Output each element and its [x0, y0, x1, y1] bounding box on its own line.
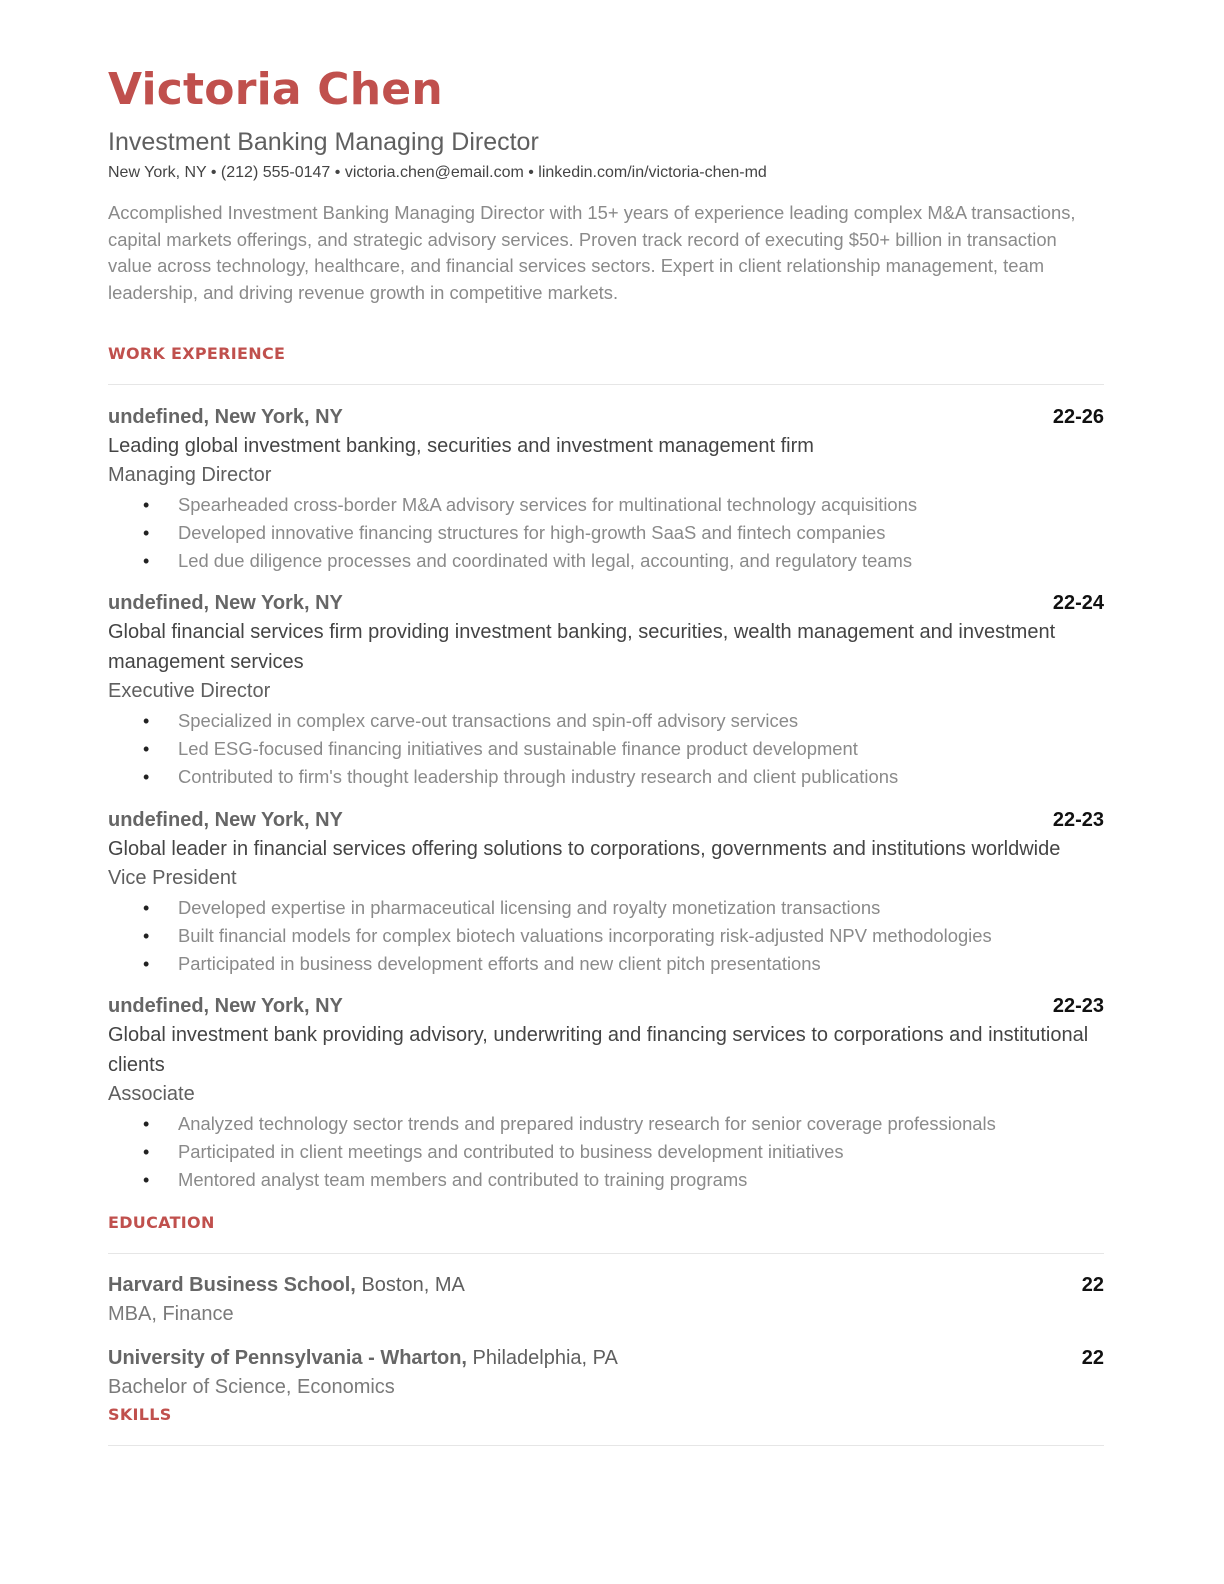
job-description: Global financial services firm providing investment banking, securities, wealth management and investment management services [108, 621, 1056, 673]
job-bullet: • Built financial models for complex biotech valuations incorporating risk-adjusted NPV methodologies [178, 922, 1104, 950]
contact-line: New York, NY • (212) 555-0147 • victoria.chen@email.com • linkedin.com/in/victoria-chen-md [108, 164, 767, 181]
job-bullet: • Developed innovative financing structures for high-growth SaaS and fintech companies [178, 519, 1104, 547]
job-company: undefined, New York, NY [108, 995, 343, 1018]
job-role: Managing Director [108, 464, 272, 487]
job-bullet: • Participated in client meetings and contributed to business development initiatives [178, 1138, 1104, 1166]
job-dates: 22-24 [1052, 592, 1104, 615]
education-degree: MBA, Finance [108, 1303, 234, 1326]
job-bullet: • Led due diligence processes and coordinated with legal, accounting, and regulatory teams [178, 547, 1104, 575]
job-role: Vice President [108, 867, 237, 890]
education-header [108, 1343, 1104, 1373]
job-description: Global leader in financial services offering solutions to corporations, governments and institutions worldwide [108, 837, 1061, 860]
job-bullets [108, 707, 1104, 792]
candidate-title: Investment Banking Managing Director [108, 128, 539, 156]
education-heading: EDUCATION [108, 1213, 215, 1233]
education-header [108, 1270, 1104, 1300]
job-entry [108, 588, 1104, 791]
resume-page [108, 62, 1104, 1446]
job-entry [108, 805, 1104, 979]
section-divider [108, 384, 1104, 385]
job-bullet: • Spearheaded cross-border M&A advisory services for multinational technology acquisitions [178, 491, 1104, 519]
education-entry [108, 1270, 1104, 1330]
job-bullet: • Contributed to firm's thought leadership through industry research and client publications [178, 763, 1104, 791]
education-degree: Bachelor of Science, Economics [108, 1375, 395, 1398]
job-header [108, 402, 1104, 432]
job-company: undefined, New York, NY [108, 592, 343, 615]
job-bullet: • Analyzed technology sector trends and prepared industry research for senior coverage professionals [178, 1110, 1104, 1138]
job-bullets [108, 1110, 1104, 1195]
work-experience-heading: WORK EXPERIENCE [108, 343, 286, 363]
school-location: Philadelphia, PA [472, 1346, 618, 1369]
job-header [108, 991, 1104, 1021]
job-header [108, 805, 1104, 835]
candidate-name: Victoria Chen [108, 64, 443, 115]
school-name: Harvard Business School, [108, 1274, 356, 1297]
job-role: Associate [108, 1083, 195, 1106]
job-bullets [108, 894, 1104, 979]
school-location: Boston, MA [361, 1274, 465, 1297]
job-entry [108, 991, 1104, 1194]
job-company: undefined, New York, NY [108, 405, 343, 428]
job-bullet: • Developed expertise in pharmaceutical licensing and royalty monetization transactions [178, 894, 1104, 922]
summary-paragraph: Accomplished Investment Banking Managing Director with 15+ years of experience leading complex M&A transactions, capital markets offerings, and strategic advisory services. Proven track record of executing $50+ billion in transaction value across technology, healthcare, and financial services sectors. Expert in client relationship management, team leadership, and driving revenue growth in competitive markets. [108, 202, 1076, 304]
job-bullet: • Led ESG-focused financing initiatives and sustainable finance product development [178, 735, 1104, 763]
job-bullet: • Mentored analyst team members and contributed to training programs [178, 1166, 1104, 1194]
education-entry [108, 1343, 1104, 1403]
section-divider [108, 1253, 1104, 1254]
job-dates: 22-26 [1052, 405, 1104, 428]
job-bullet: • Specialized in complex carve-out transactions and spin-off advisory services [178, 707, 1104, 735]
section-divider [108, 1445, 1104, 1446]
school-name: University of Pennsylvania - Wharton, [108, 1346, 467, 1369]
education-year: 22 [1081, 1274, 1104, 1297]
job-bullets [108, 491, 1104, 576]
job-dates: 22-23 [1052, 808, 1104, 831]
job-dates: 22-23 [1052, 995, 1104, 1018]
education-year: 22 [1081, 1346, 1104, 1369]
job-description: Leading global investment banking, securities and investment management firm [108, 434, 814, 457]
job-bullet: • Participated in business development efforts and new client pitch presentations [178, 950, 1104, 978]
job-description: Global investment bank providing advisory, underwriting and financing services to corporations and institutional clients [108, 1024, 1089, 1076]
job-company: undefined, New York, NY [108, 808, 343, 831]
job-entry [108, 402, 1104, 576]
skills-heading: SKILLS [108, 1405, 172, 1425]
job-header [108, 588, 1104, 618]
job-role: Executive Director [108, 680, 271, 703]
